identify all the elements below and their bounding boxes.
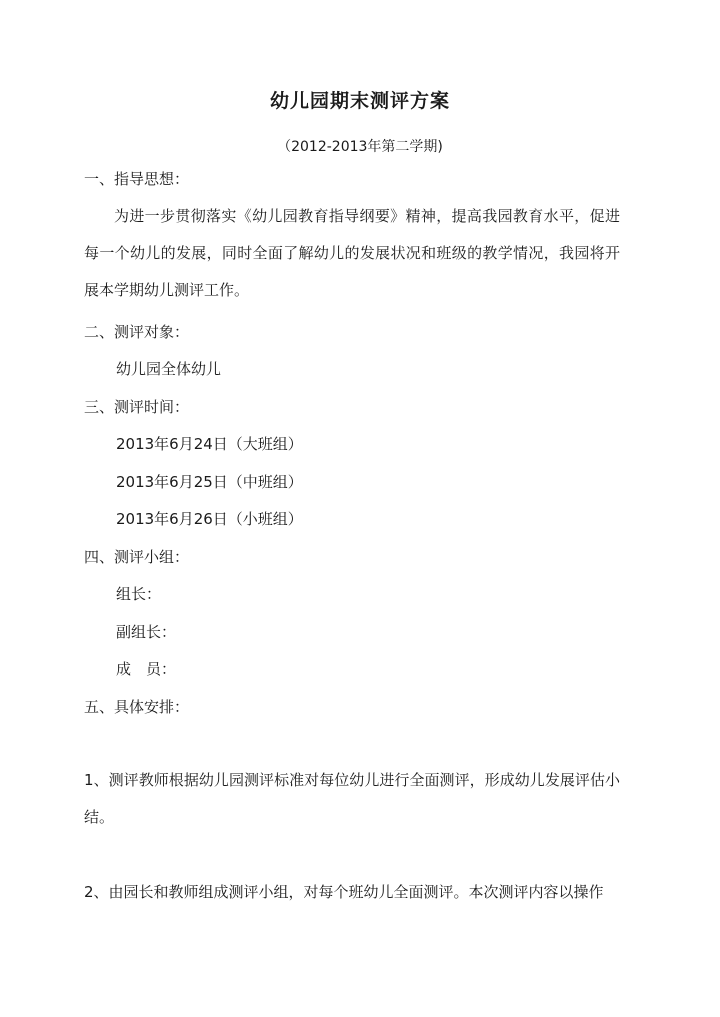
section-heading-arrangement: 五、具体安排： [84, 698, 190, 716]
date-item-middle-class: 2013年6月25日（中班组） [116, 473, 303, 491]
document-subtitle: （2012-2013年第二学期) [277, 139, 443, 155]
team-role-leader: 组长： [116, 585, 162, 603]
section-paragraph-guiding-idea: 为进一步贯彻落实《幼儿园教育指导纲要》精神，提高我园教育水平，促进每一个幼儿的发展，同时全面了解幼儿的发展状况和班级的教学情况，我园将开展本学期幼儿测评工作。 [84, 207, 620, 299]
section-heading-time: 三、测评时间： [84, 398, 190, 416]
date-item-large-class: 2013年6月24日（大班组） [116, 435, 303, 453]
date-item-small-class: 2013年6月26日（小班组） [116, 510, 303, 528]
document-title: 幼儿园期末测评方案 [269, 90, 450, 112]
section-heading-subjects: 二、测评对象： [84, 323, 190, 341]
arrangement-item-2: 2、由园长和教师组成测评小组，对每个班幼儿全面测评。本次测评内容以操作 [84, 883, 604, 901]
arrangement-item-1: 1、测评教师根据幼儿园测评标准对每位幼儿进行全面测评，形成幼儿发展评估小结。 [84, 771, 620, 826]
subjects-item: 幼儿园全体幼儿 [116, 360, 222, 378]
team-role-members: 成 员： [116, 660, 177, 678]
section-heading-guiding-idea: 一、指导思想： [84, 170, 190, 188]
section-heading-team: 四、测评小组： [84, 548, 190, 566]
team-role-deputy-leader: 副组长： [116, 623, 177, 641]
